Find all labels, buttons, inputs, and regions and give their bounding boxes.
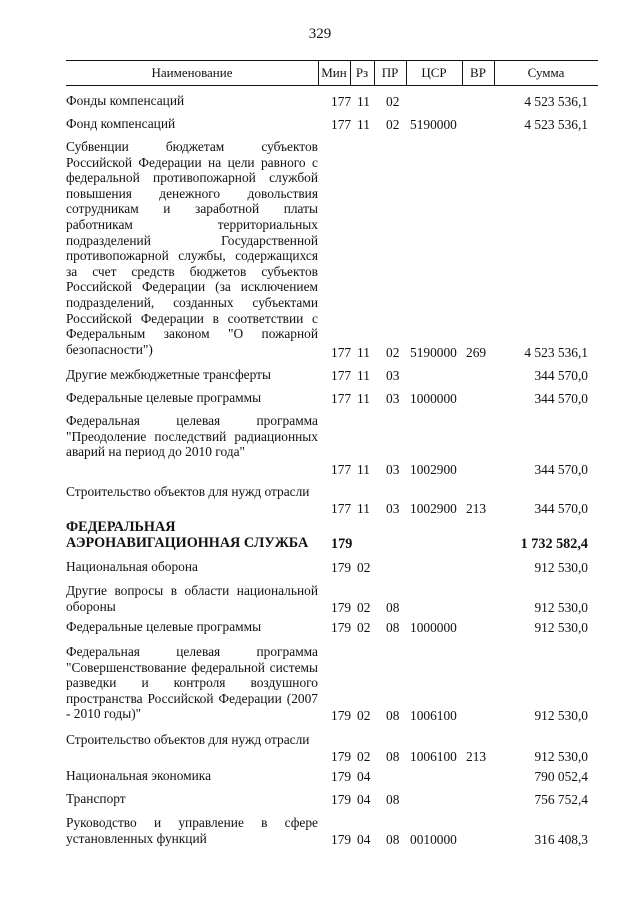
row-sum: 344 570,0	[534, 368, 588, 384]
row-csr: 1002900	[410, 501, 457, 517]
table-row	[0, 484, 640, 517]
row-pr: 08	[386, 600, 400, 616]
row-min: 179	[331, 620, 352, 636]
row-sum: 756 752,4	[534, 792, 588, 808]
row-rz: 11	[357, 117, 370, 133]
row-pr: 08	[386, 832, 400, 848]
row-pr: 03	[386, 501, 400, 517]
row-min: 177	[331, 345, 352, 361]
table-row	[0, 791, 640, 808]
table-row	[0, 93, 640, 110]
row-csr: 5190000	[410, 345, 457, 361]
row-rz: 04	[357, 832, 371, 848]
header-csr: ЦСР	[421, 65, 447, 80]
row-pr: 03	[386, 391, 400, 407]
row-name: Строительство объектов для нужд отрасли	[66, 484, 310, 499]
row-rz: 11	[357, 345, 370, 361]
table-row	[0, 583, 640, 616]
table-row	[0, 644, 640, 724]
row-min: 177	[331, 391, 352, 407]
row-name: Руководство и управление в сфере установленных функций	[66, 815, 318, 846]
row-sum: 316 408,3	[534, 832, 588, 848]
row-min: 179	[331, 749, 352, 765]
row-pr: 08	[386, 749, 400, 765]
row-csr: 1000000	[410, 391, 457, 407]
row-rz: 02	[357, 560, 371, 576]
row-pr: 02	[386, 117, 400, 133]
row-pr: 03	[386, 368, 400, 384]
row-rz: 02	[357, 749, 371, 765]
row-min: 179	[331, 769, 352, 785]
row-min: 177	[331, 117, 352, 133]
page-number: 329	[308, 26, 332, 42]
table-header	[66, 60, 598, 86]
table-row	[0, 413, 640, 478]
row-rz: 02	[357, 620, 371, 636]
table-row	[0, 520, 640, 553]
row-sum: 912 530,0	[534, 620, 588, 636]
row-pr: 08	[386, 620, 400, 636]
table-row	[0, 815, 640, 848]
row-rz: 02	[357, 600, 371, 616]
row-csr: 1006100	[410, 749, 457, 765]
row-name: Фонды компенсаций	[66, 93, 185, 108]
row-rz: 11	[357, 391, 370, 407]
row-sum: 912 530,0	[534, 708, 588, 724]
row-min: 179	[331, 832, 352, 848]
row-min: 179	[331, 536, 353, 553]
row-pr: 08	[386, 708, 400, 724]
header-vr: ВР	[470, 65, 486, 80]
table-row	[0, 619, 640, 636]
table-row	[0, 732, 640, 765]
row-name: Другие межбюджетные трансферты	[66, 367, 271, 382]
row-sum: 4 523 536,1	[524, 345, 588, 361]
row-csr: 1002900	[410, 462, 457, 478]
table-row	[0, 139, 640, 361]
row-sum: 344 570,0	[534, 501, 588, 517]
row-min: 179	[331, 600, 352, 616]
row-vr: 269	[466, 345, 487, 361]
row-csr: 1006100	[410, 708, 457, 724]
row-min: 179	[331, 560, 352, 576]
row-rz: 04	[357, 769, 371, 785]
row-sum: 790 052,4	[534, 769, 588, 785]
row-name: ФЕДЕРАЛЬНАЯ АЭРОНАВИГАЦИОННАЯ СЛУЖБА	[66, 519, 309, 551]
row-name: Национальная оборона	[66, 559, 198, 574]
row-pr: 03	[386, 462, 400, 478]
row-sum: 344 570,0	[534, 462, 588, 478]
row-vr: 213	[466, 749, 487, 765]
row-sum: 4 523 536,1	[524, 94, 588, 110]
row-name: Строительство объектов для нужд отрасли	[66, 732, 310, 747]
row-name: Федеральная целевая программа "Совершенствование федеральной системы разведки и контроля воздушного пространства Российской Федерации (2007 - 2010 годы)"	[66, 644, 318, 722]
row-name: Федеральные целевые программы	[66, 619, 262, 634]
row-sum: 344 570,0	[534, 391, 588, 407]
row-name: Транспорт	[66, 791, 126, 806]
row-name: Другие вопросы в области национальной обороны	[66, 583, 318, 614]
row-min: 179	[331, 708, 352, 724]
header-min: Мин	[321, 65, 347, 80]
row-sum: 912 530,0	[534, 600, 588, 616]
row-sum: 912 530,0	[534, 749, 588, 765]
row-csr: 0010000	[410, 832, 457, 848]
row-rz: 11	[357, 94, 370, 110]
header-sum: Сумма	[527, 65, 565, 80]
row-name: Фонд компенсаций	[66, 116, 176, 131]
row-name: Национальная экономика	[66, 768, 212, 783]
row-min: 177	[331, 501, 352, 517]
table-row	[0, 116, 640, 133]
row-pr: 08	[386, 792, 400, 808]
row-pr: 02	[386, 94, 400, 110]
header-pr: ПР	[381, 65, 399, 80]
row-min: 177	[331, 462, 352, 478]
row-csr: 5190000	[410, 117, 457, 133]
row-vr: 213	[466, 501, 487, 517]
table-row	[0, 390, 640, 407]
row-rz: 11	[357, 501, 370, 517]
header-name: Наименование	[151, 65, 233, 80]
row-pr: 02	[386, 345, 400, 361]
row-rz: 11	[357, 368, 370, 384]
row-sum: 4 523 536,1	[524, 117, 588, 133]
row-sum: 1 732 582,4	[520, 536, 588, 553]
row-min: 177	[331, 368, 352, 384]
table-row	[0, 768, 640, 785]
table-row	[0, 367, 640, 384]
row-sum: 912 530,0	[534, 560, 588, 576]
row-rz: 11	[357, 462, 370, 478]
header-rz: Рз	[355, 65, 369, 80]
row-rz: 04	[357, 792, 371, 808]
row-name: Субвенции бюджетам субъектов Российской Федерации на цели равного с федеральной противопожарной службой повышения денежного довольствия сотрудникам и заработной платы работникам территориальных подразделений Государственной противопожарной службы, содержащихся за счет средств бюджетов субъектов Российской Федерации (за исключением подразделений, созданных субъектами Российской Федерации в соответствии с Федеральным законом "О пожарной безопасности")	[66, 139, 318, 357]
row-min: 179	[331, 792, 352, 808]
table-row	[0, 559, 640, 576]
row-min: 177	[331, 94, 352, 110]
row-csr: 1000000	[410, 620, 457, 636]
row-rz: 02	[357, 708, 371, 724]
row-name: Федеральная целевая программа "Преодоление последствий радиационных аварий на период до 2010 года"	[66, 413, 318, 460]
row-name: Федеральные целевые программы	[66, 390, 262, 405]
